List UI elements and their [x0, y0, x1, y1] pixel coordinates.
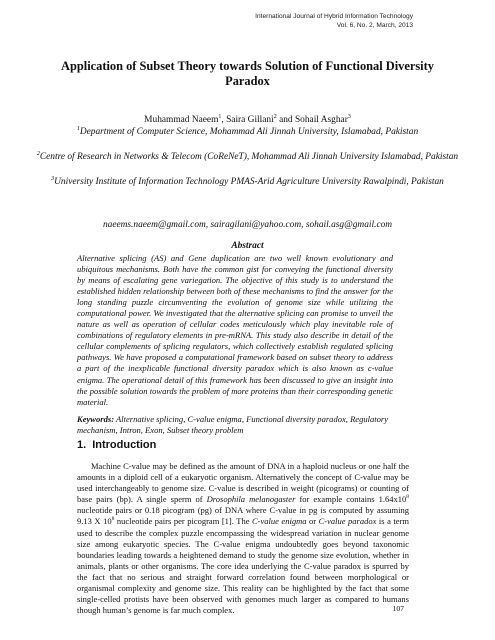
- affiliation-mark: 3: [51, 175, 55, 182]
- journal-volume: Vol. 6, No. 2, March, 2013: [336, 22, 413, 29]
- affiliation: [30, 176, 465, 188]
- body-text-run: for example contains 1.64x10: [295, 494, 407, 505]
- keywords-label: Keywords:: [77, 414, 115, 424]
- body-text-run: nucleotide pairs per picogram [1]. The: [114, 516, 252, 527]
- abstract-text: Alternative splicing (AS) and Gene duplication are two well known evolutionary and ubiquitous mechanisms. Both have the common gist for conveying the functional diversity by means of escalating gene variegation. The objective of this study is to understand the established hidden relationship between both of these mechanisms to find the answer for the long standing puzzle circumventing the evolution of genome size while utilizing the computational power. We investigated that the alternative splicing can promise to unveil the nature as well as operation of cellular codes meticulously which play inevitable role of combinations of regulatory elements in pre-mRNA. This study also describe in detail of the cellular complements of splicing regulators, which collectively establish regulated splicing pathways. We have proposed a computational framework based on subset theory to address a part of the inexplicable functional diversity paradox which is also known as c-value enigma. The operational detail of this framework has been discussed to give an insight into the possible solution towards the problem of more proteins than their corresponding genetic material.: [77, 253, 393, 407]
- term-italic: C-value paradox: [318, 516, 377, 527]
- exponent: 8: [406, 494, 410, 501]
- author-separator: and: [276, 115, 295, 125]
- affiliation-text: Department of Computer Science, Mohammad Ali Jinnah University, Islamabad, Pakistan: [79, 127, 419, 137]
- exponent: 8: [111, 516, 115, 523]
- affiliation-text: Centre of Research in Networks & Telecom (CoReNeT), Mohammad Ali Jinnah University Islamabad, Pakistan: [39, 152, 459, 162]
- keywords-text: Alternative splicing, C-value enigma, Functional diversity paradox, Regulatory mechanism, Intron, Exon, Subset theory problem: [77, 414, 389, 436]
- author-affiliation-mark: 3: [347, 113, 351, 120]
- paper-title: Application of Subset Theory towards Solution of Functional Diversity Paradox: [61, 59, 434, 88]
- keywords: [77, 414, 393, 436]
- author-affiliation-mark: 2: [273, 113, 277, 120]
- affiliation-text: University Institute of Information Technology PMAS-Arid Agriculture University Rawalpindi, Pakistan: [54, 177, 444, 187]
- page-number: 107: [392, 604, 404, 613]
- term-italic: C-value enigma: [252, 516, 307, 527]
- section-heading: [77, 439, 156, 452]
- body-text-run: is a term used to describe the complex puzzle encompassing the widespread variation in nuclear genome size among eukaryotic species. The C-value enigma undoubtedly goes beyond taxonomic boundaries leading towards a heightened demand to study the genome size evolution, whether in animals, plants or other organisms. The core idea underlying the C-value paradox is spurred by the fact that no serious and straight forward correlation found between morphological or organismal complexity and genome size. This reality can be highlighted by the fact that some single-celled protists have been observed with genomes much larger as compared to humans though human’s genome is far much complex.: [77, 516, 409, 616]
- affiliation-mark: 1: [76, 125, 80, 132]
- journal-name: International Journal of Hybrid Information Technology: [255, 13, 413, 20]
- section-number: 1.: [77, 439, 87, 451]
- author-affiliation-mark: 1: [218, 113, 222, 120]
- body-text-run: nucleotide pairs or 0.18 picogram (pg) of DNA where C-value in pg is computed by assuming 9.13 X 10: [77, 505, 409, 527]
- author-name: Sohail Asghar: [294, 115, 348, 125]
- introduction-paragraph: [77, 461, 409, 616]
- abstract-heading: Abstract: [231, 241, 264, 251]
- body-text-run: Machine C-value may be defined as the amount of DNA in a haploid nucleus or one half the amounts in a diploid cell of a eukaryotic organism. Alternatively the concept of C-value may be used interchangeably to genome size. C-value is described in weight (picograms) or counting of base pairs (bp). A single sperm of: [77, 461, 409, 505]
- body-text-run: or: [306, 516, 319, 527]
- species-name: Drosophila melanogaster: [206, 494, 296, 505]
- journal-header: [255, 12, 413, 30]
- author-name: Muhammad Naeem: [144, 115, 219, 125]
- author-list: [40, 114, 455, 126]
- section-title: Introduction: [92, 439, 157, 451]
- affiliation-mark: 2: [36, 150, 40, 157]
- affiliation: [30, 151, 465, 163]
- author-separator: ,: [221, 115, 227, 125]
- author-name: Saira Gillani: [226, 115, 274, 125]
- author-emails: naeems.naeem@gmail.com, sairagilani@yahoo.com, sohail.asg@gmail.com: [102, 220, 393, 230]
- affiliation: [30, 126, 465, 138]
